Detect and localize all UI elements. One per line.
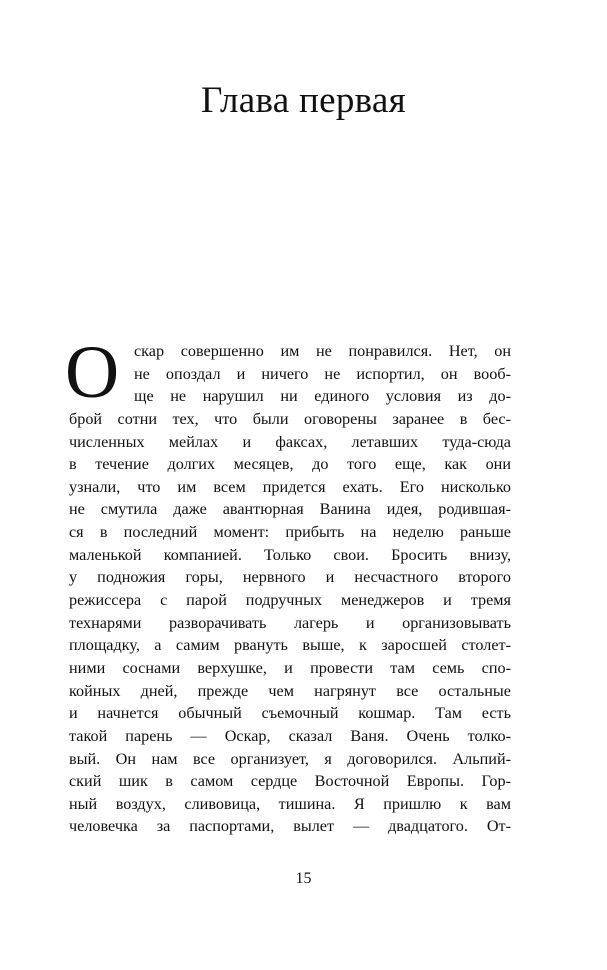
text-line: технарями разворачивать лагерь и организовывать	[69, 613, 511, 632]
text-line: ними соснами верхушке, и провести там семь спо-	[69, 658, 511, 677]
text-line: маленькой компанией. Только свои. Бросить внизу,	[69, 545, 511, 564]
text-line: численных мейлах и факсах, летавших туда-сюда	[69, 432, 511, 451]
text-line: и начнется обычный съемочный кошмар. Там есть	[69, 704, 511, 723]
text-line: ный воздух, сливовица, тишина. Я пришлю к вам	[69, 794, 511, 813]
body-text	[65, 331, 511, 838]
text-line: в течение долгих месяцев, до того еще, как они	[69, 455, 511, 474]
text-line: ский шик в самом сердце Восточной Европы. Гор-	[69, 772, 511, 791]
text-line: режиссера с парой подручных менеджеров и тремя	[69, 591, 511, 610]
text-line: ся в последний момент: прибыть на неделю раньше	[69, 523, 511, 542]
text-line: койных дней, прежде чем нагрянут все остальные	[69, 681, 511, 700]
chapter-title: Глава первая	[201, 80, 406, 121]
text-line: ще не нарушил ни единого условия из до-	[134, 387, 511, 406]
text-line: у подножия горы, нервного и несчастного второго	[69, 568, 511, 587]
text-line: такой парень — Оскар, сказал Ваня. Очень толко-	[69, 726, 511, 745]
text-line: скар совершенно им не понравился. Нет, он	[134, 342, 511, 360]
text-line: человечка за паспортами, вылет — двадцатого. От-	[69, 817, 511, 836]
text-line: не опоздал и ничего не испортил, он вооб-	[134, 364, 511, 383]
text-line: брой сотни тех, что были оговорены заранее в бес-	[69, 409, 511, 428]
page-number: 15	[295, 870, 312, 887]
text-line: вый. Он нам все организует, я договорился. Альпий-	[69, 749, 511, 768]
drop-cap: О	[65, 331, 120, 414]
text-line: не смутила даже авантюрная Ванина идея, родившая-	[69, 500, 511, 519]
text-line: площадку, а самим рвануть выше, к заросшей столет-	[69, 636, 511, 655]
text-line: узнали, что им всем придется ехать. Его нисколько	[69, 477, 511, 496]
